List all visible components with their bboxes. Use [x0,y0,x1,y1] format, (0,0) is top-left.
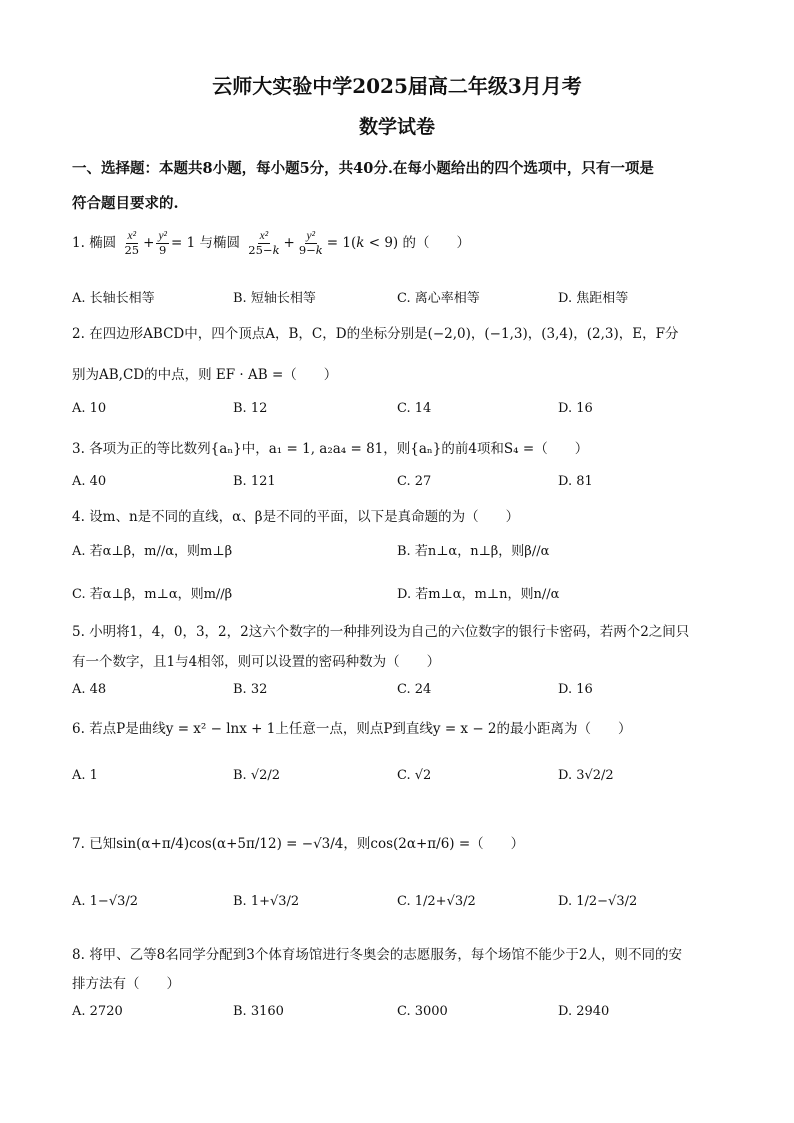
q6-option-b[interactable]: B. √2/2 [233,768,281,783]
q5-option-a[interactable]: A. 48 [72,682,107,697]
question-4-stem: 4. 设m、n是不同的直线，α、β是不同的平面，以下是真命题的为（ ） [72,509,520,525]
q1-option-c[interactable]: C. 离心率相等 [397,291,480,306]
q7-option-c[interactable]: C. 1/2+√3/2 [397,894,476,909]
q5-option-d[interactable]: D. 16 [558,682,593,697]
q7-option-d[interactable]: D. 1/2−√3/2 [558,894,638,909]
question-7-stem: 7. 已知sin(α+π/4)cos(α+5π/12) = −√3/4，则cos(2α+π/6) =（ ） [72,836,525,852]
question-2-stem-line2: 别为AB,CD的中点，则 EF · AB =（ ） [72,367,338,383]
q8-option-d[interactable]: D. 2940 [558,1004,610,1019]
ellipse-1-formula: $\frac{\text{x²}}{25}$ + $\frac{\text{y²}}{9}$ = 1 [124,230,200,258]
question-5-stem-line2: 有一个数字，且1与4相邻，则可以设置的密码种数为（ ） [72,654,441,670]
q1-option-a[interactable]: A. 长轴长相等 [72,291,155,306]
q4-option-c[interactable]: C. 若α⊥β，m⊥α，则m//β [72,587,233,602]
question-6-stem: 6. 若点P是曲线y = x² − lnx + 1上任意一点，则点P到直线y = x − 2的最小距离为（ ） [72,721,632,737]
q8-option-b[interactable]: B. 3160 [233,1004,284,1019]
question-8-stem-line1: 8. 将甲、乙等8名同学分配到3个体育场馆进行冬奥会的志愿服务，每个场馆不能少于2人，则不同的安 [72,947,682,963]
question-8-stem-line2: 排方法有（ ） [72,976,180,992]
q7-option-a[interactable]: A. 1−√3/2 [72,894,139,909]
q5-option-b[interactable]: B. 32 [233,682,268,697]
q3-option-c[interactable]: C. 27 [397,474,432,489]
q3-option-b[interactable]: B. 121 [233,474,276,489]
q4-option-b[interactable]: B. 若n⊥α，n⊥β，则β//α [397,544,550,559]
q2-option-d[interactable]: D. 16 [558,401,593,416]
question-3-stem: 3. 各项为正的等比数列{aₙ}中，a₁ = 1, a₂a₄ = 81，则{aₙ}的前4项和S₄ =（ ） [72,441,589,457]
q7-option-b[interactable]: B. 1+√3/2 [233,894,300,909]
q1-option-b[interactable]: B. 短轴长相等 [233,291,316,306]
q2-option-b[interactable]: B. 12 [233,401,268,416]
q4-option-a[interactable]: A. 若α⊥β，m//α，则m⊥β [72,544,233,559]
q2-option-a[interactable]: A. 10 [72,401,107,416]
q8-option-c[interactable]: C. 3000 [397,1004,448,1019]
exam-title: 云师大实验中学2025届高二年级3月月考 [212,74,582,98]
q6-option-c[interactable]: C. √2 [397,768,432,783]
q6-option-d[interactable]: D. 3√2/2 [558,768,614,783]
q1-option-d[interactable]: D. 焦距相等 [558,291,629,306]
section-heading-line2: 符合题目要求的. [72,195,179,212]
question-5-stem-line1: 5. 小明将1，4，0，3，2，2这六个数字的一种排列设为自己的六位数字的银行卡密码，若两个2之间只 [72,624,690,640]
ellipse-2-formula: $\frac{\text{x²}}{25-k}$ + $\frac{\text{y²}}{9-k}$ = 1(k < 9) [248,230,403,258]
exam-subtitle: 数学试卷 [358,116,435,138]
question-2-stem-line1: 2. 在四边形ABCD中，四个顶点A，B，C，D的坐标分别是(−2,0)，(−1,3)，(3,4)，(2,3)，E，F分 [72,326,679,342]
section-heading-line1: 一、选择题：本题共8小题，每小题5分，共40分.在每小题给出的四个选项中，只有一项是 [72,160,654,177]
question-1-stem: 1. 椭圆 $\frac{\text{x²}}{25}$ + $\frac{\text{y²}}{9}$ = 1 与椭圆 $\frac{\text{x²}}{25-k}$ + $\frac{\text{y²}}{9-k}$ = 1(k < 9) 的（ ） [72,230,470,258]
q8-option-a[interactable]: A. 2720 [72,1004,123,1019]
q4-option-d[interactable]: D. 若m⊥α，m⊥n，则n//α [397,587,560,602]
q3-option-a[interactable]: A. 40 [72,474,107,489]
q3-option-d[interactable]: D. 81 [558,474,593,489]
q6-option-a[interactable]: A. 1 [72,768,98,783]
q5-option-c[interactable]: C. 24 [397,682,432,697]
q2-option-c[interactable]: C. 14 [397,401,432,416]
